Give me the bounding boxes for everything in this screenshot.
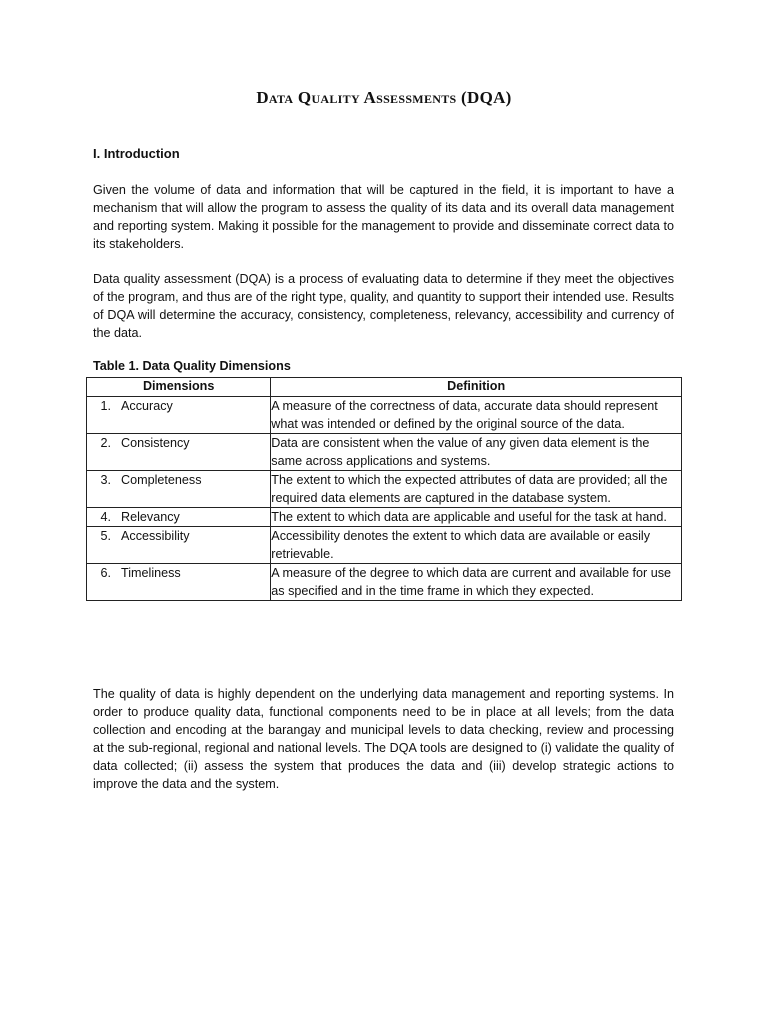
dimension-name: Completeness <box>121 473 202 487</box>
table-row <box>87 508 682 527</box>
table-row <box>87 527 682 564</box>
definition-cell: A measure of the correctness of data, accurate data should represent what was intended or defined by the original source of the data. <box>271 397 682 434</box>
dimension-name: Relevancy <box>121 510 180 524</box>
row-number: 6. <box>100 566 111 580</box>
dimension-name: Accuracy <box>121 399 173 413</box>
table-row <box>87 471 682 508</box>
row-number: 2. <box>100 436 111 450</box>
dimension-cell <box>87 564 271 601</box>
column-header-definition: Definition <box>271 378 682 397</box>
dimension-name: Consistency <box>121 436 190 450</box>
section-heading-introduction: I. Introduction <box>93 146 180 161</box>
definition-cell: Data are consistent when the value of any given data element is the same across applications and systems. <box>271 434 682 471</box>
intro-paragraph-1: Given the volume of data and information that will be captured in the field, it is important to have a mechanism that will allow the program to assess the quality of its data and its overall data management and reporting system. Making it possible for the management to provide and disseminate correct data to its stakeholders. <box>93 183 674 251</box>
row-number: 4. <box>100 510 111 524</box>
definition-cell: The extent to which data are applicable and useful for the task at hand. <box>271 508 682 527</box>
document-title: Data Quality Assessments (DQA) <box>256 88 512 107</box>
table-row <box>87 397 682 434</box>
table-row <box>87 434 682 471</box>
table-caption: Table 1. Data Quality Dimensions <box>93 359 291 373</box>
closing-paragraph: The quality of data is highly dependent on the underlying data management and reporting systems. In order to produce quality data, functional components need to be in place at all levels; from the data collection and encoding at the barangay and municipal levels to data checking, review and processing at the sub-regional, regional and national levels. The DQA tools are designed to (i) validate the quality of data collected; (ii) assess the system that produces the data and (iii) develop strategic actions to improve the data and the system. <box>93 687 674 791</box>
dimension-name: Accessibility <box>121 529 190 543</box>
dimension-name: Timeliness <box>121 566 181 580</box>
definition-cell: The extent to which the expected attributes of data are provided; all the required data elements are captured in the database system. <box>271 471 682 508</box>
definition-cell: Accessibility denotes the extent to which data are available or easily retrievable. <box>271 527 682 564</box>
table-header-row <box>87 378 682 397</box>
dimension-cell <box>87 508 271 527</box>
dimension-cell <box>87 434 271 471</box>
definition-cell: A measure of the degree to which data are current and available for use as specified and in the time frame in which they expected. <box>271 564 682 601</box>
table-row <box>87 564 682 601</box>
row-number: 5. <box>100 529 111 543</box>
data-quality-dimensions-table <box>86 377 682 601</box>
row-number: 1. <box>100 399 111 413</box>
dimension-cell <box>87 471 271 508</box>
column-header-dimensions: Dimensions <box>87 378 271 397</box>
intro-paragraph-2: Data quality assessment (DQA) is a process of evaluating data to determine if they meet the objectives of the program, and thus are of the right type, quality, and quantity to support their intended use. Results of DQA will determine the accuracy, consistency, completeness, relevancy, accessibility and currency of the data. <box>93 272 674 340</box>
dimension-cell <box>87 527 271 564</box>
dimension-cell <box>87 397 271 434</box>
row-number: 3. <box>100 473 111 487</box>
